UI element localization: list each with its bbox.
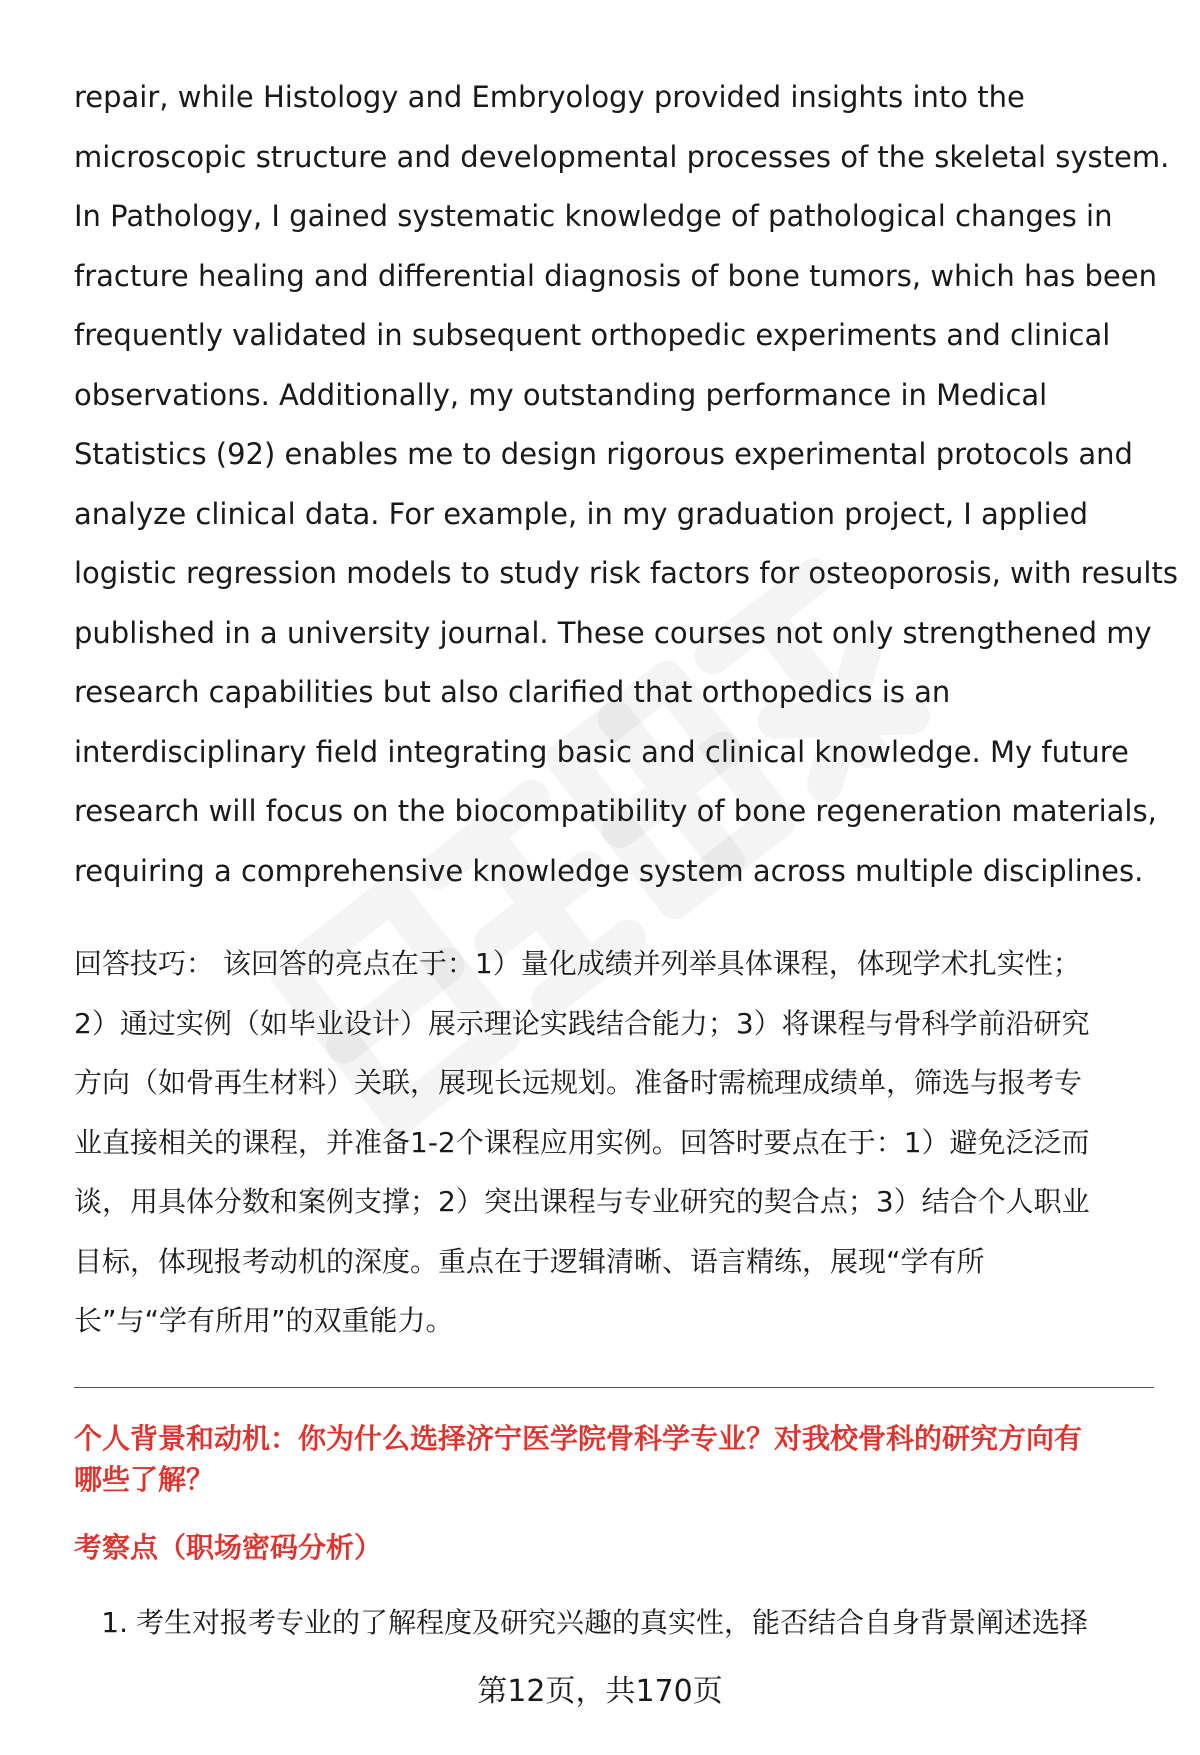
- text-line: frequently validated in subsequent orthopedic experiments and clinical: [74, 318, 1111, 352]
- text-line: 2）通过实例（如毕业设计）展示理论实践结合能力；3）将课程与骨科学前沿研究: [74, 1006, 1090, 1040]
- text-line: repair, while Histology and Embryology provided insights into the: [74, 80, 1025, 114]
- exam-point-list: [74, 1603, 1154, 1643]
- text-line: microscopic structure and developmental processes of the skeletal system.: [74, 139, 1170, 174]
- text-line: analyze clinical data. For example, in my graduation project, I applied: [74, 496, 1088, 531]
- text-line: 谈，用具体分数和案例支撑；2）突出课程与专业研究的契合点；3）结合个人职业: [74, 1185, 1090, 1218]
- text-line: observations. Additionally, my outstanding performance in Medical: [74, 377, 1048, 412]
- list-item: [74, 1603, 1154, 1643]
- text-line: logistic regression models to study risk factors for osteoporosis, with results: [74, 556, 1178, 590]
- text-line: 长”与“学有所用”的双重能力。: [74, 1304, 454, 1337]
- text-line: interdisciplinary field integrating basic and clinical knowledge. My future: [74, 734, 1129, 769]
- text-line: 回答技巧： 该回答的亮点在于：1）量化成绩并列举具体课程，体现学术扎实性；: [74, 947, 1081, 980]
- question-line: 哪些了解？: [74, 1462, 215, 1496]
- text-line: research capabilities but also clarified that orthopedics is an: [74, 675, 951, 709]
- document-page: [74, 68, 1178, 1643]
- text-line: research will focus on the biocompatibility of bone regeneration materials,: [74, 794, 1157, 828]
- question-line: 个人背景和动机：你为什么选择济宁医学院骨科学专业？对我校骨科的研究方向有: [74, 1421, 1083, 1455]
- text-line: requiring a comprehensive knowledge system across multiple disciplines.: [74, 853, 1144, 888]
- text-line: 方向（如骨再生材料）关联，展现长远规划。准备时需梳理成绩单，筛选与报考专: [74, 1066, 1083, 1099]
- text-line: Statistics (92) enables me to design rigorous experimental protocols and: [74, 437, 1133, 471]
- english-answer-paragraph: [74, 68, 1178, 901]
- text-line: fracture healing and differential diagnosis of bone tumors, which has been: [74, 258, 1157, 293]
- text-line: In Pathology, I gained systematic knowledge of pathological changes in: [74, 199, 1113, 233]
- exam-point-heading: 考察点（职场密码分析）: [74, 1530, 383, 1564]
- text-line: 业直接相关的课程，并准备1-2个课程应用实例。回答时要点在于：1）避免泛泛而: [74, 1125, 1090, 1159]
- text-line: published in a university journal. These courses not only strengthened my: [74, 615, 1152, 650]
- list-item-number: 1.: [101, 1605, 128, 1639]
- page-number-footer: 第12页，共170页: [477, 1674, 723, 1709]
- section-divider: [74, 1387, 1154, 1388]
- answer-tips-paragraph: [74, 934, 1154, 1351]
- question-heading: [74, 1418, 1154, 1500]
- text-line: 目标，体现报考动机的深度。重点在于逻辑清晰、语言精练，展现“学有所: [74, 1244, 985, 1278]
- list-item-text: 考生对报考专业的了解程度及研究兴趣的真实性，能否结合自身背景阐述选择: [136, 1605, 1089, 1639]
